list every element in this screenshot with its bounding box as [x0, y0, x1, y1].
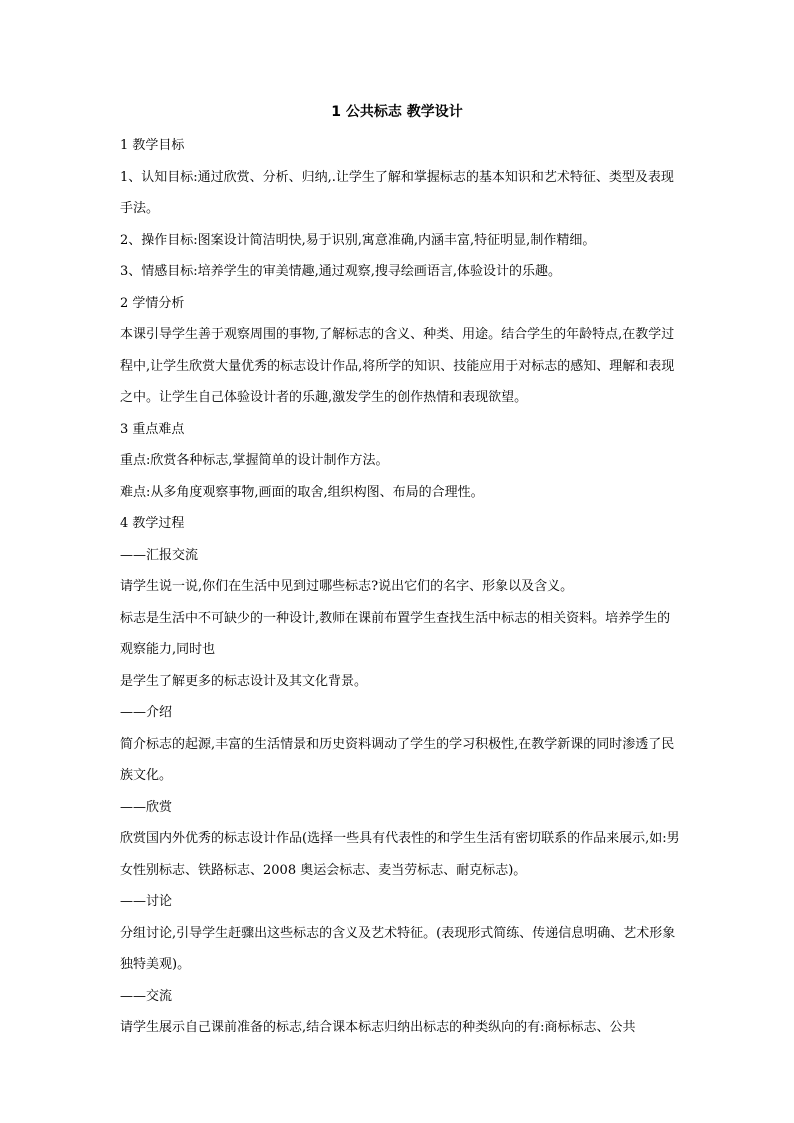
paragraph-operation-goal: 2、操作目标:图案设计简洁明快,易于识别,寓意准确,内涵丰富,特征明显,制作精细。 — [120, 232, 596, 248]
paragraph-sign-design: 标志是生活中不可缺少的一种设计,教师在课前布置学生查找生活中标志的相关资料。培养学生的观察能力,同时也 — [120, 610, 671, 657]
paragraph-report: 请学生说一说,你们在生活中见到过哪些标志?说出它们的名字、形象以及含义。 — [120, 579, 574, 594]
paragraph-analysis: 本课引导学生善于观察周围的事物,了解标志的含义、种类、用途。结合学生的年龄特点,在教学过程中,让学生欣赏大量优秀的标志设计作品,将所学的知识、技能应用于对标志的感知、理解和表现之中。让学生自己体验设计者的乐趣,激发学生的创作热情和表现欲望。 — [120, 327, 675, 405]
section-heading-process: 4 教学过程 — [120, 516, 185, 531]
section-heading-analysis: 2 学情分析 — [120, 295, 185, 311]
paragraph-difficulty: 难点:从多角度观察事物,画面的取舍,组织构图、布局的合理性。 — [120, 484, 484, 500]
subheading-introduce: ——介绍 — [120, 705, 173, 720]
paragraph-key-point: 重点:欣赏各种标志,掌握简单的设计制作方法。 — [120, 453, 389, 468]
subheading-discuss: ——讨论 — [120, 894, 173, 909]
document-title: 1 公共标志 教学设计 — [331, 104, 463, 120]
paragraph-culture: 是学生了解更多的标志设计及其文化背景。 — [120, 673, 368, 689]
paragraph-discuss: 分组讨论,引导学生赶骤出这些标志的含义及艺术特征。(表现形式简练、传递信息明确、艺术形象独特美观)。 — [120, 925, 676, 972]
subheading-exchange: ——交流 — [120, 988, 173, 1004]
paragraph-introduce: 简介标志的起源,丰富的生活情景和历史资料调动了学生的学习积极性,在教学新课的同时渗透了民族文化。 — [120, 736, 675, 783]
section-heading-key-points: 3 重点难点 — [120, 421, 185, 437]
paragraph-exchange: 请学生展示自己课前准备的标志,结合课本标志归纳出标志的种类纵向的有:商标标志、公共 — [120, 1020, 636, 1035]
document-body — [120, 130, 680, 1044]
subheading-report: ——汇报交流 — [120, 547, 199, 563]
section-heading-objectives: 1 教学目标 — [120, 138, 185, 153]
subheading-appreciate: ——欣赏 — [120, 799, 173, 815]
paragraph-appreciate: 欣赏国内外优秀的标志设计作品(选择一些具有代表性的和学生生活有密切联系的作品来展示,如:男女性别标志、铁路标志、2008 奥运会标志、麦当劳标志、耐克标志)。 — [120, 831, 680, 878]
paragraph-cognitive-goal: 1、认知目标:通过欣赏、分析、归纳,.让学生了解和掌握标志的基本知识和艺术特征、类型及表现手法。 — [120, 169, 674, 216]
paragraph-emotion-goal: 3、情感目标:培养学生的审美情趣,通过观察,搜寻绘画语言,体验设计的乐趣。 — [120, 264, 562, 279]
